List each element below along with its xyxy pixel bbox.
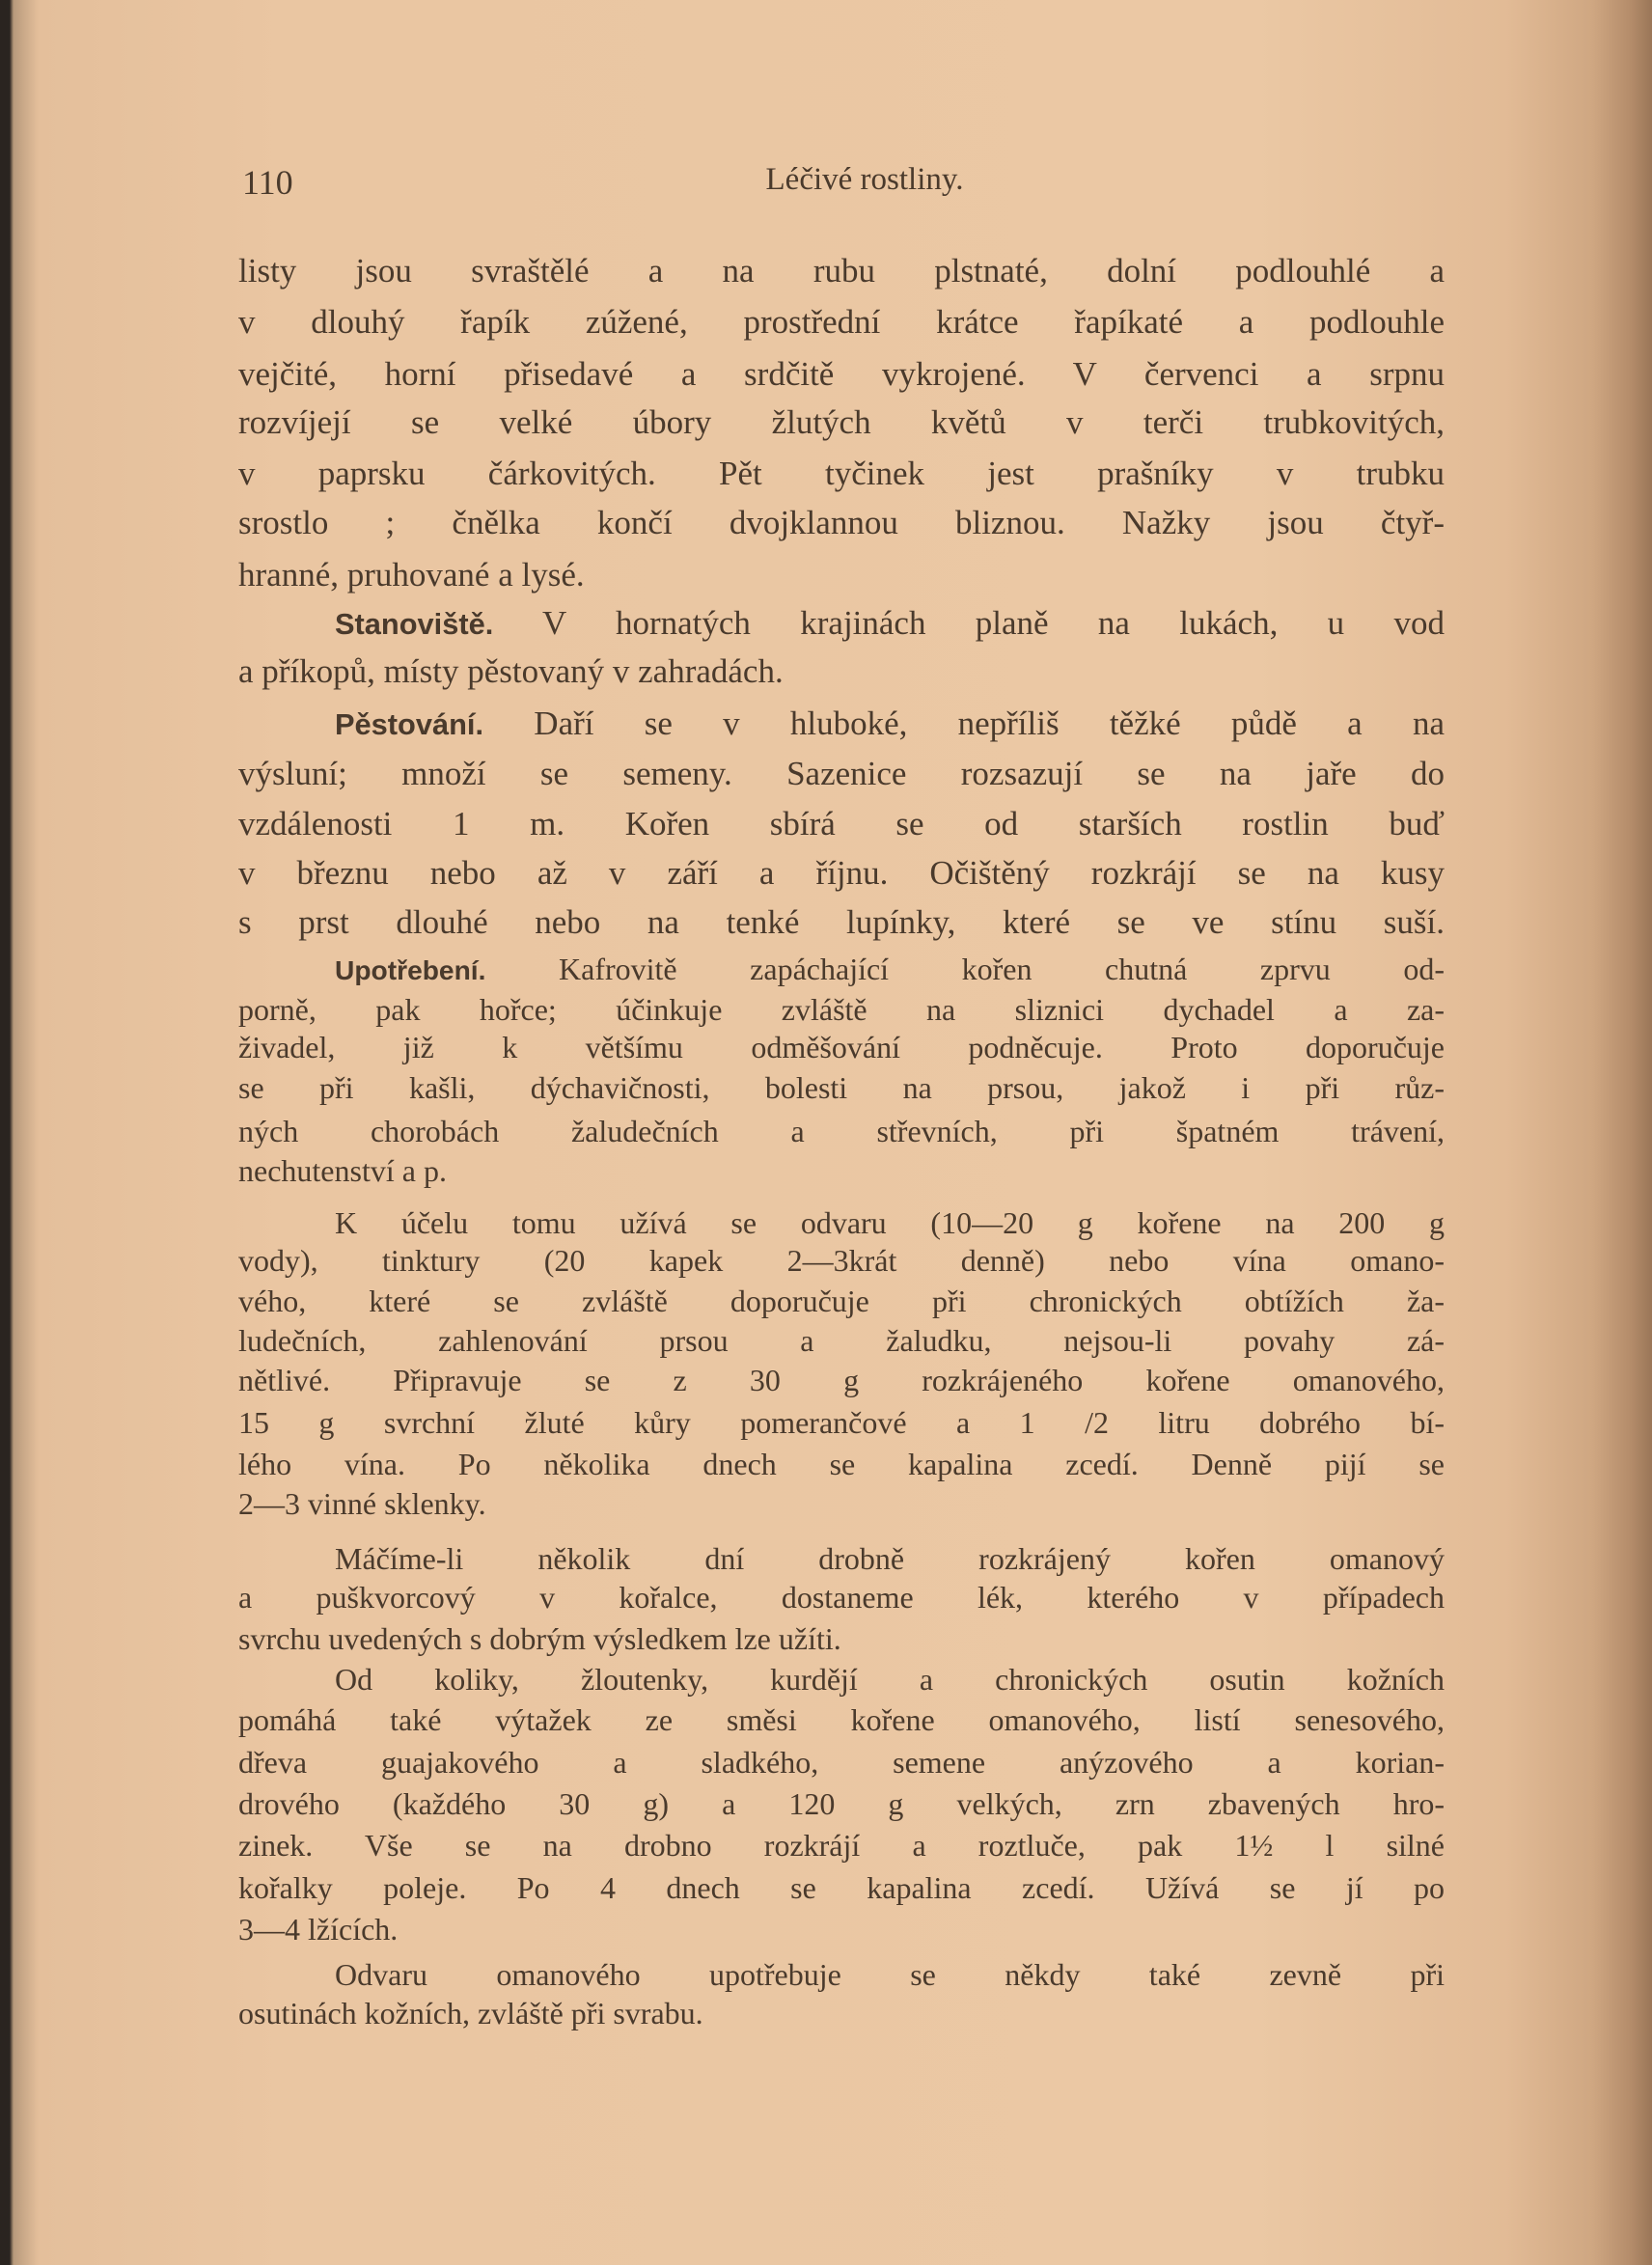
running-title: Léčivé rostliny. [765, 162, 964, 197]
line-text: nechutenství a p. [238, 1153, 447, 1188]
line-text: 2—3 vinné sklenky. [238, 1486, 486, 1521]
line-text: K účelu tomu užívá se odvaru (10—20 g kořene na 200 g [335, 1205, 1445, 1240]
line-text: v paprsku čárkovitých. Pět tyčinek jest prašníky v trubku [238, 455, 1445, 492]
text-line [238, 558, 1445, 592]
line-text: srostlo ; čnělka končí dvojklannou bliznou. Nažky jsou čtyř- [238, 504, 1445, 541]
text-line [238, 1664, 1445, 1695]
text-line [238, 506, 1445, 539]
line-text: Máčíme-li několik dní drobně rozkrájený kořen omanový [335, 1541, 1445, 1576]
line-text: pomáhá také výtažek ze směsi kořene omanového, listí senesového, [238, 1702, 1445, 1737]
line-text: hranné, pruhované a lysé. [238, 556, 585, 594]
line-text: rozvíjejí se velké úbory žlutých květů v terči trubkovitých, [238, 403, 1445, 441]
section-heading-line [238, 953, 1445, 984]
text-line [238, 1488, 1445, 1519]
text-line [238, 1285, 1445, 1316]
section-heading: Upotřebení. [335, 955, 486, 985]
line-text: a příkopů, místy pěstovaný v zahradách. [238, 652, 784, 690]
line-text: živadel, již k většímu odměšování podněcuje. Proto doporučuje [238, 1030, 1445, 1064]
text-line [238, 456, 1445, 490]
section-heading-line [238, 706, 1445, 740]
text-line [238, 1543, 1445, 1574]
text-line [238, 1704, 1445, 1735]
text-line [238, 1032, 1445, 1063]
text-line [238, 1998, 1445, 2029]
text-line [238, 807, 1445, 841]
text-line [238, 757, 1445, 790]
text-line [238, 1407, 1445, 1438]
text-line [238, 1959, 1445, 1990]
line-text: s prst dlouhé nebo na tenké lupínky, které se ve stínu suší. [238, 903, 1445, 941]
text-line [238, 1582, 1445, 1613]
line-text: dřeva guajakového a sladkého, semene anýzového a korian- [238, 1745, 1445, 1780]
line-text: se při kašli, dýchavičnosti, bolesti na prsou, jakož i při růz- [238, 1070, 1445, 1105]
text-line [238, 1325, 1445, 1356]
text-line [238, 1872, 1445, 1903]
line-text: vejčité, horní přisedavé a srdčitě vykrojené. V červenci a srpnu [238, 355, 1445, 393]
line-text: vzdálenosti 1 m. Kořen sbírá se od starších rostlin buď [238, 805, 1445, 842]
text-line [238, 1914, 1445, 1945]
line-text: vody), tinktury (20 kapek 2—3krát denně) nebo vína omano- [238, 1243, 1445, 1278]
line-text: v dlouhý řapík zúžené, prostřední krátce řapíkaté a podlouhle [238, 303, 1445, 341]
text-line [238, 1116, 1445, 1146]
line-text: Odvaru omanového upotřebuje se někdy také zevně při [335, 1957, 1445, 1992]
text-line [238, 1623, 1445, 1654]
text-line [238, 1072, 1445, 1103]
line-text: porně, pak hořce; účinkuje zvláště na sliznici dychadel a za- [238, 992, 1445, 1027]
line-text: ných chorobách žaludečních a střevních, při špatném trávení, [238, 1114, 1445, 1148]
line-text: listy jsou svraštělé a na rubu plstnaté, dolní podlouhlé a [238, 252, 1445, 290]
line-text: lého vína. Po několika dnech se kapalina zcedí. Denně pijí se [238, 1447, 1445, 1481]
line-text: v březnu nebo až v září a říjnu. Očištěný rozkrájí se na kusy [238, 854, 1445, 892]
line-text: 3—4 lžících. [238, 1912, 399, 1947]
line-text: kořalky poleje. Po 4 dnech se kapalina zcedí. Užívá se jí po [238, 1870, 1445, 1905]
line-text: svrchu uvedených s dobrým výsledkem lze užíti. [238, 1621, 841, 1656]
line-text: ludečních, zahlenování prsou a žaludku, nejsou-li povahy zá- [238, 1323, 1445, 1358]
line-text: osutinách kožních, zvláště při svrabu. [238, 1996, 703, 2030]
text-line [238, 254, 1445, 288]
line-text: výsluní; množí se semeny. Sazenice rozsazují se na jaře do [238, 755, 1445, 792]
text-line [238, 305, 1445, 339]
text-line [238, 1207, 1445, 1238]
line-text: Kafrovitě zapáchající kořen chutná zprvu od- [485, 952, 1445, 986]
text-line [238, 856, 1445, 890]
text-line [238, 1365, 1445, 1395]
line-text: V hornatých krajinách planě na lukách, u vod [493, 604, 1445, 642]
line-text: nětlivé. Připravuje se z 30 g rozkrájeného kořene omanového, [238, 1363, 1445, 1397]
line-text: a puškvorcový v kořalce, dostaneme lék, kterého v případech [238, 1580, 1445, 1615]
page-number: 110 [242, 163, 293, 202]
text-line [238, 357, 1445, 391]
line-text: drového (každého 30 g) a 120 g velkých, zrn zbavených hro- [238, 1786, 1445, 1821]
section-heading: Pěstování. [335, 707, 484, 741]
text-line [238, 1155, 1445, 1186]
section-heading-line [238, 606, 1445, 640]
line-text: Od koliky, žloutenky, kurdějí a chronických osutin kožních [335, 1662, 1445, 1697]
text-line [238, 1747, 1445, 1778]
text-line [238, 1830, 1445, 1861]
text-line [238, 654, 1445, 688]
line-text: vého, které se zvláště doporučuje při chronických obtížích ža- [238, 1284, 1445, 1318]
text-line [238, 905, 1445, 939]
line-text: 15 g svrchní žluté kůry pomerančové a 1 /2 litru dobrého bí- [238, 1405, 1445, 1440]
section-heading: Stanoviště. [335, 607, 494, 641]
text-line [238, 1788, 1445, 1819]
text-line [238, 1245, 1445, 1276]
text-line [238, 1449, 1445, 1479]
text-line [238, 994, 1445, 1025]
text-line [238, 405, 1445, 439]
line-text: zinek. Vše se na drobno rozkrájí a roztluče, pak 1½ l silné [238, 1828, 1445, 1863]
line-text: Daří se v hluboké, nepříliš těžké půdě a na [483, 704, 1445, 742]
